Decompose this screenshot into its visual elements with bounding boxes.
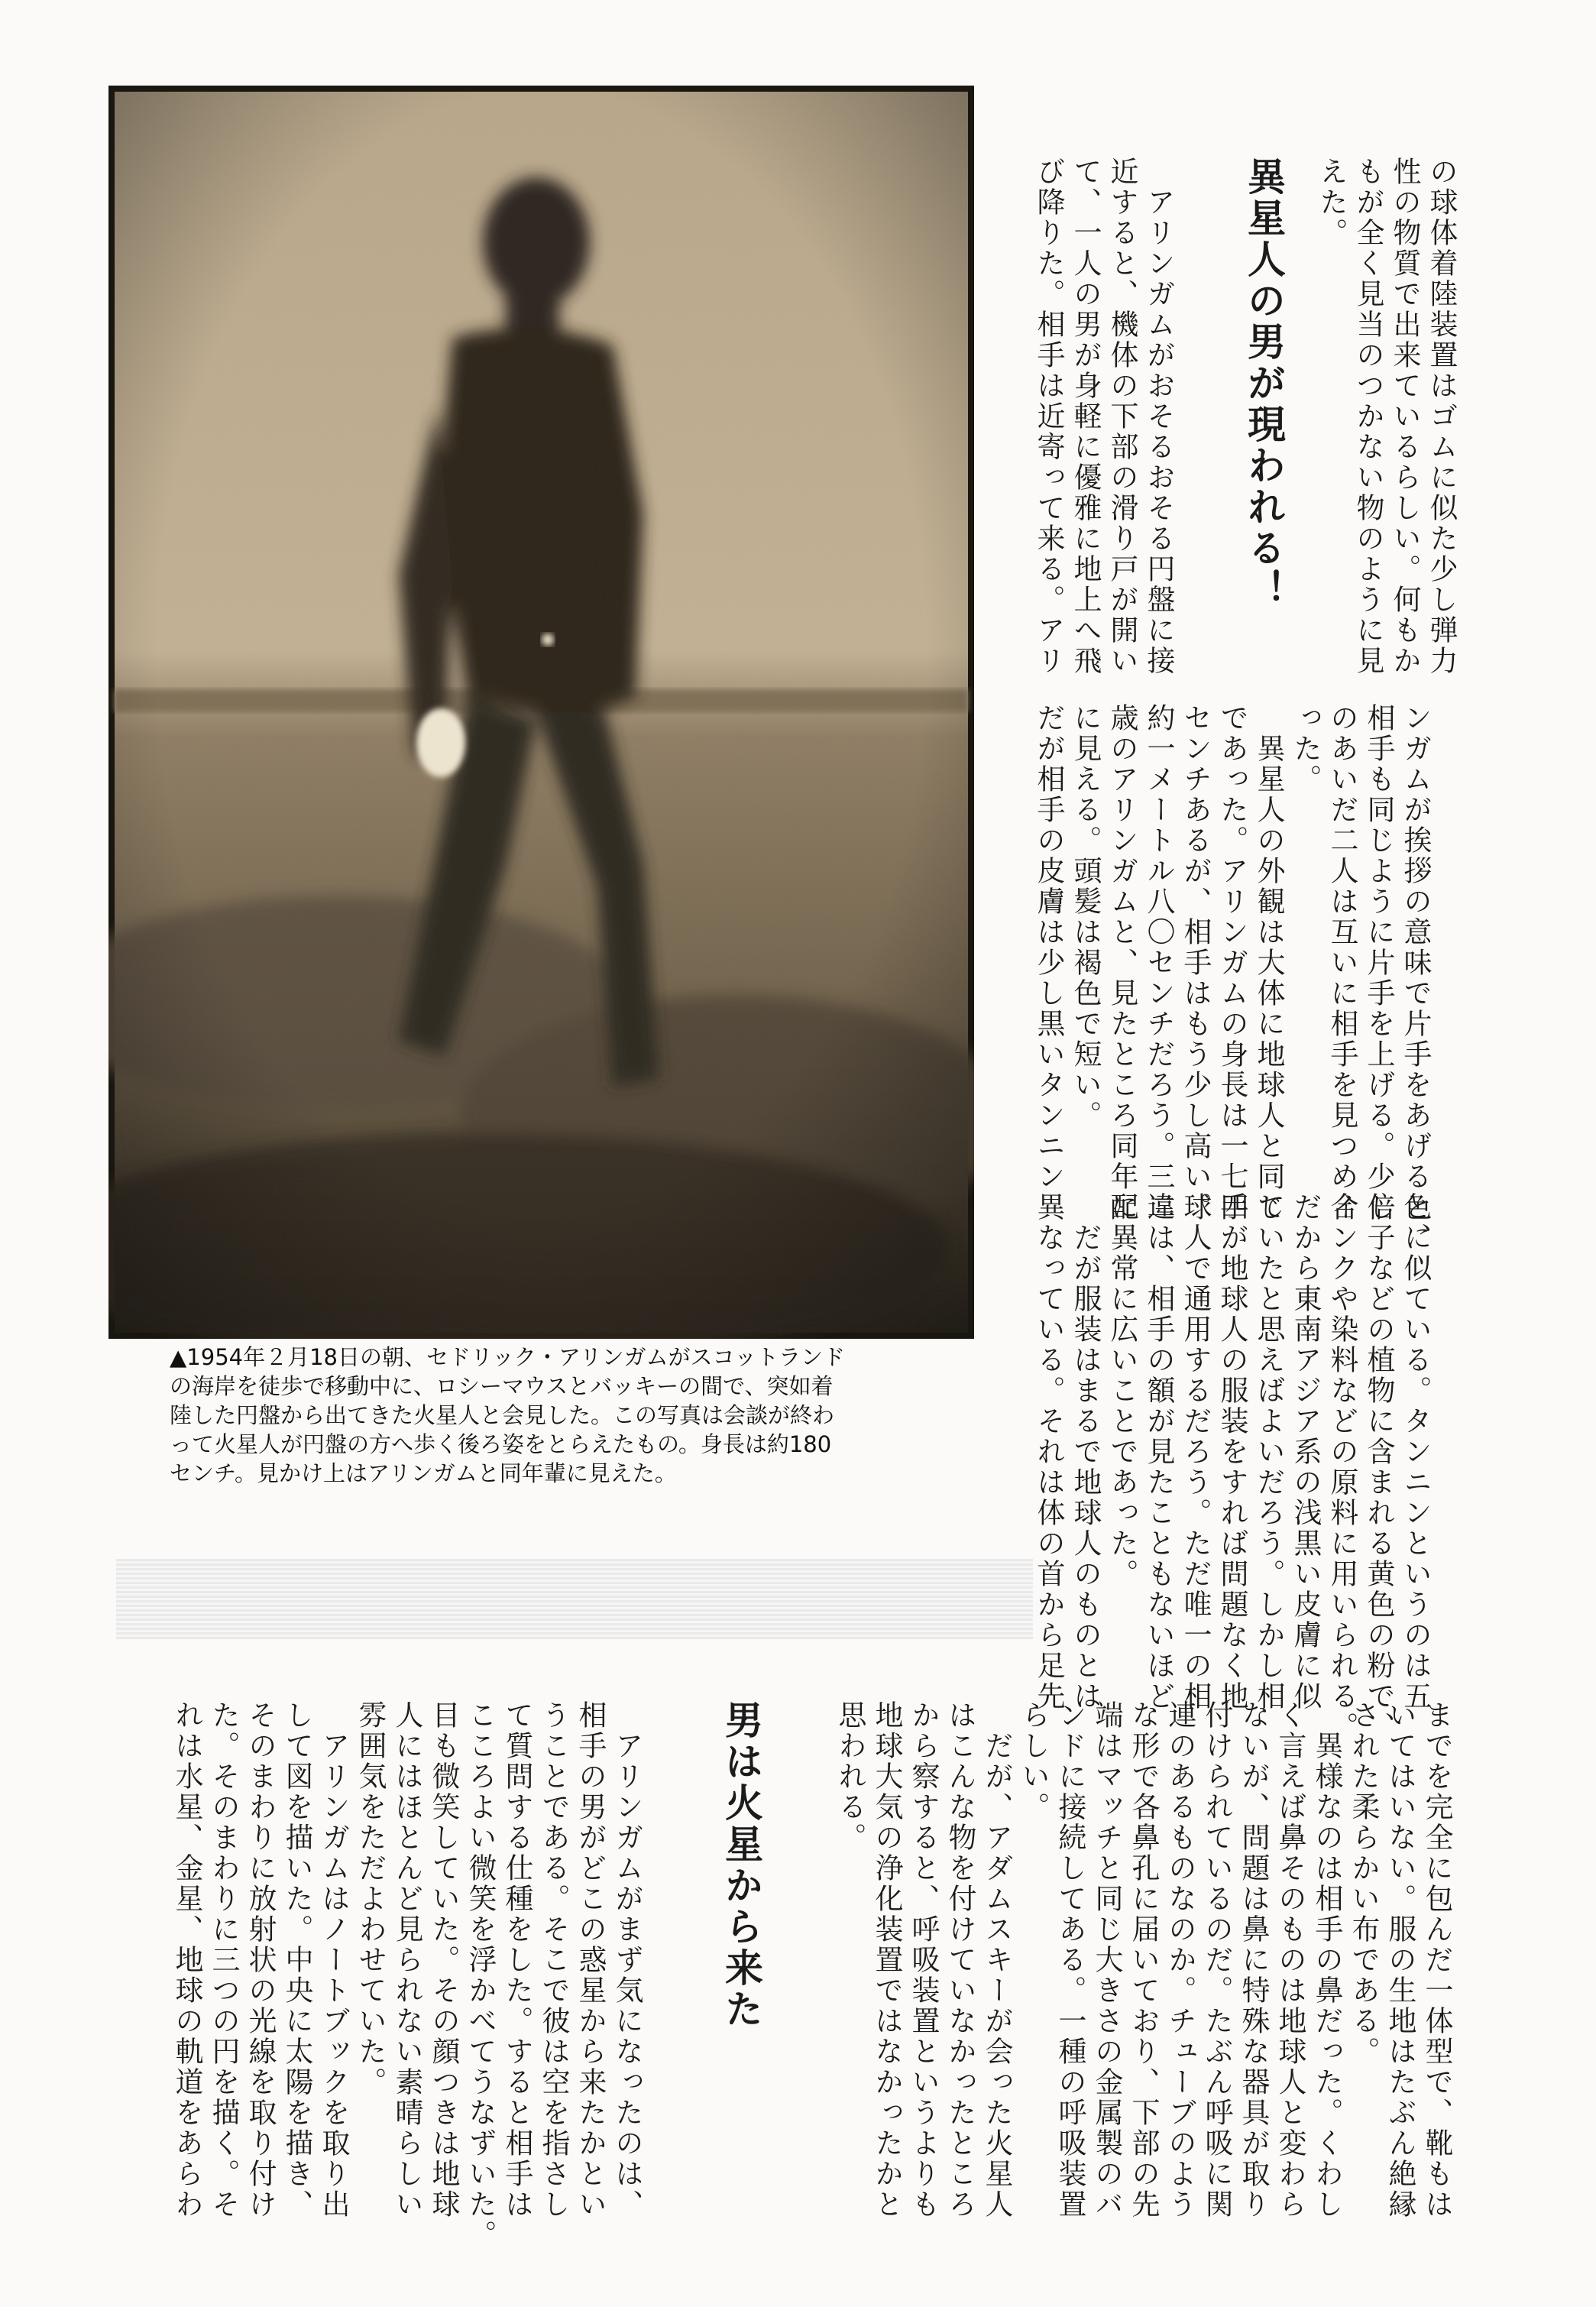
- text-column: であった。アリンガムの身長は一七四: [1216, 703, 1248, 1223]
- text-column: らしい。: [1017, 1700, 1050, 1823]
- text-column: 近すると、機体の下部の滑り戸が開い: [1106, 157, 1138, 676]
- text-column: いてはいない。服の生地はたぶん絶縁: [1384, 1700, 1416, 2220]
- text-column: だが、アダムスキーが会った火星人: [980, 1700, 1013, 2220]
- text-block-mid-2: [1030, 1192, 1433, 1742]
- text-column: 異星人の外観は大体に地球人と同じ: [1252, 703, 1285, 1223]
- text-column: だから東南アジア系の浅黒い皮膚に似: [1289, 1192, 1322, 1712]
- caption-line: センチ。見かけ上はアリンガムと同年輩に見えた。: [170, 1460, 677, 1486]
- text-column: に異常に広いことであった。: [1106, 1192, 1138, 1589]
- text-column: れは水星、金星、地球の軌道をあらわ: [170, 1700, 203, 2220]
- text-column: て質問する仕種をした。すると相手は: [500, 1700, 533, 2220]
- text-column: して図を描いた。中央に太陽を描き、: [280, 1700, 313, 2220]
- text-column: インクや染料などの原料に用いられる。: [1326, 1192, 1358, 1742]
- text-column: った。: [1289, 703, 1322, 795]
- text-column: こころよい微笑を浮かべてうなずいた。: [464, 1700, 497, 2250]
- text-column: 性の物質で出来ているらしい。何もか: [1388, 157, 1421, 676]
- section-heading: 異星人の男が現われる！: [1242, 157, 1286, 611]
- text-column: アリンガムがまず気になったのは、: [610, 1700, 643, 2220]
- text-column: ないが、問題は鼻に特殊な器具が取り: [1237, 1700, 1270, 2220]
- text-column: 手が地球人の服装をすれば問題なく地: [1216, 1192, 1248, 1712]
- text-column: 歳のアリンガムと、見たところ同年配: [1106, 703, 1138, 1223]
- text-column: ていたと思えばよいだろう。しかし相: [1252, 1192, 1285, 1712]
- text-column: から察すると、呼吸装置というよりも: [907, 1700, 940, 2220]
- text-column: のあいだ二人は互いに相手を見つめ合: [1326, 703, 1358, 1223]
- text-block-top-2: [1030, 157, 1177, 676]
- text-column: び降りた。相手は近寄って来る。アリ: [1032, 157, 1065, 676]
- text-column: 雰囲気をただよわせていた。: [354, 1700, 387, 2098]
- text-column: 異様なのは相手の鼻だった。くわし: [1310, 1700, 1343, 2220]
- text-column: 違は、相手の額が見たこともないほど: [1142, 1192, 1175, 1712]
- caption-line: って火星人が円盤の方へ歩く後ろ姿をとらえたもの。身長は約180: [170, 1431, 832, 1457]
- text-column: アリンガムはノートブックを取り出: [317, 1700, 350, 2220]
- text-column: 人にはほとんど見られない素晴らしい: [390, 1700, 423, 2220]
- text-column: だが服装はまるで地球人のものとは: [1069, 1192, 1102, 1712]
- section-heading: 男は火星から来た: [719, 1700, 763, 2030]
- photo-caption: [170, 1343, 964, 1488]
- text-block-top-1: [1313, 157, 1459, 676]
- text-block-bottom-2: [168, 1700, 645, 2250]
- text-column: 約一メートル八〇センチだろう。三二: [1142, 703, 1175, 1223]
- text-column: 相手の男がどこの惑星から来たかとい: [574, 1700, 607, 2220]
- text-block-mid-1: [1030, 703, 1433, 1253]
- alien-figure-photo: [108, 86, 974, 1339]
- text-column: 付けられているのだ。たぶん呼吸に関: [1200, 1700, 1233, 2220]
- text-column: までを完全に包んだ一体型で、靴もは: [1420, 1700, 1453, 2220]
- text-column: はこんな物を付けていなかったところ: [944, 1700, 976, 2220]
- text-column: て、一人の男が身軽に優雅に地上へ飛: [1069, 157, 1102, 676]
- text-column: 異なっている。それは体の首から足先: [1032, 1192, 1065, 1712]
- text-column: 目も微笑していた。その顔つきは地球: [427, 1700, 460, 2220]
- text-column: の球体着陸装置はゴムに似た少し弾力: [1425, 157, 1458, 676]
- text-column: そのまわりに放射状の光線を取り付け: [244, 1700, 277, 2220]
- text-column: ンガムが挨拶の意味で片手をあげると、: [1399, 703, 1432, 1253]
- text-column: 思われる。: [834, 1700, 866, 1853]
- article-photo: [108, 86, 974, 1339]
- caption-line: の海岸を徒歩で移動中に、ロシーマウスとバッキーの間で、突如着: [170, 1373, 834, 1399]
- text-column: アリンガムがおそるおそる円盤に接: [1142, 157, 1175, 676]
- text-column: うことである。そこで彼は空を指さし: [537, 1700, 570, 2220]
- text-block-bottom-1: [831, 1700, 1455, 2220]
- text-column: く言えば鼻そのものは地球人と変わら: [1274, 1700, 1306, 2220]
- text-column: 球人で通用するだろう。ただ唯一の相: [1179, 1192, 1212, 1712]
- text-column: な形で各鼻孔に届いており、下部の先: [1127, 1700, 1160, 2220]
- text-column: 倍子などの植物に含まれる黄色の粉で、: [1362, 1192, 1395, 1742]
- caption-line: 陸した円盤から出てきた火星人と会見した。この写真は会談が終わ: [170, 1402, 835, 1428]
- text-column: された柔らかい布である。: [1347, 1700, 1380, 2067]
- text-column: に見える。頭髪は褐色で短い。: [1069, 703, 1102, 1131]
- text-column: ンドに接続してある。一種の呼吸装置: [1054, 1700, 1086, 2220]
- text-column: 端はマッチと同じ大きさの金属製のバ: [1090, 1700, 1123, 2220]
- text-column: 色に似ている。タンニンというのは五: [1399, 1192, 1432, 1712]
- text-column: 相手も同じように片手を上げる。少し: [1362, 703, 1395, 1223]
- text-column: た。そのまわりに三つの円を描く。そ: [207, 1700, 240, 2220]
- text-column: もが全く見当のつかない物のように見: [1352, 157, 1384, 676]
- text-column: だが相手の皮膚は少し黒いタンニン: [1032, 703, 1065, 1192]
- caption-line: ▲1954年２月18日の朝、セドリック・アリンガムがスコットランド: [170, 1344, 846, 1370]
- text-column: センチあるが、相手はもう少し高い。: [1179, 703, 1212, 1223]
- text-column: 地球大気の浄化装置ではなかったかと: [870, 1700, 903, 2220]
- text-column: 連のあるものなのか。チューブのよう: [1164, 1700, 1196, 2220]
- text-column: えた。: [1315, 157, 1348, 248]
- decorative-band: [116, 1559, 1033, 1639]
